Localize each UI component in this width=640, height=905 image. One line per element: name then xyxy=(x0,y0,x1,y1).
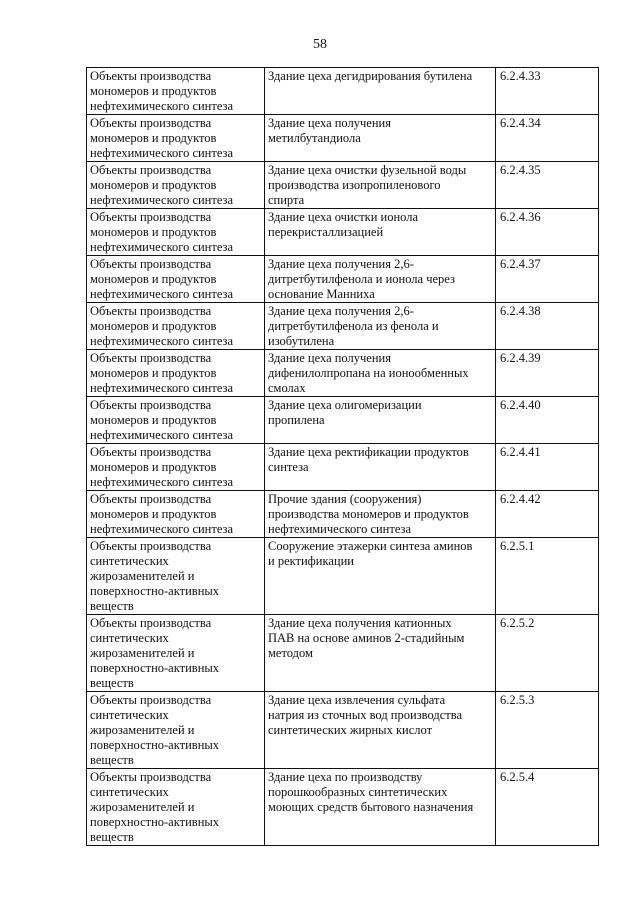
page-number: 58 xyxy=(313,37,327,52)
code-cell: 6.2.5.4 xyxy=(496,769,599,846)
object-type-cell: Объекты производства мономеров и продуктов нефтехимического синтеза xyxy=(87,162,265,209)
building-cell: Здание цеха ректификации продуктов синтеза xyxy=(265,444,496,491)
object-type-cell: Объекты производства мономеров и продуктов нефтехимического синтеза xyxy=(87,303,265,350)
building-cell: Здание цеха извлечения сульфата натрия из сточных вод производства синтетических жирных кислот xyxy=(265,692,496,769)
code-cell: 6.2.4.37 xyxy=(496,256,599,303)
table-row xyxy=(87,115,599,162)
building-cell: Здание цеха дегидрирования бутилена xyxy=(265,68,496,115)
table-row xyxy=(87,538,599,615)
object-type-cell: Объекты производства мономеров и продуктов нефтехимического синтеза xyxy=(87,491,265,538)
code-cell: 6.2.5.1 xyxy=(496,538,599,615)
building-cell: Здание цеха очистки ионола перекристаллизацией xyxy=(265,209,496,256)
table-row xyxy=(87,397,599,444)
object-type-cell: Объекты производства мономеров и продуктов нефтехимического синтеза xyxy=(87,397,265,444)
object-type-cell: Объекты производства мономеров и продуктов нефтехимического синтеза xyxy=(87,209,265,256)
table-row xyxy=(87,769,599,846)
code-cell: 6.2.4.35 xyxy=(496,162,599,209)
code-cell: 6.2.4.40 xyxy=(496,397,599,444)
building-cell: Здание цеха олигомеризации пропилена xyxy=(265,397,496,444)
table-row xyxy=(87,68,599,115)
code-cell: 6.2.5.2 xyxy=(496,615,599,692)
object-type-cell: Объекты производства синтетических жирозаменителей и поверхностно-активных веществ xyxy=(87,769,265,846)
code-cell: 6.2.4.36 xyxy=(496,209,599,256)
code-cell: 6.2.4.39 xyxy=(496,350,599,397)
code-cell: 6.2.4.34 xyxy=(496,115,599,162)
classification-table xyxy=(86,67,599,846)
object-type-cell: Объекты производства синтетических жирозаменителей и поверхностно-активных веществ xyxy=(87,615,265,692)
building-cell: Здание цеха по производству порошкообразных синтетических моющих средств бытового назначения xyxy=(265,769,496,846)
code-cell: 6.2.5.3 xyxy=(496,692,599,769)
object-type-cell: Объекты производства мономеров и продуктов нефтехимического синтеза xyxy=(87,444,265,491)
object-type-cell: Объекты производства мономеров и продуктов нефтехимического синтеза xyxy=(87,68,265,115)
table-row xyxy=(87,692,599,769)
table-row xyxy=(87,256,599,303)
code-cell: 6.2.4.41 xyxy=(496,444,599,491)
object-type-cell: Объекты производства мономеров и продуктов нефтехимического синтеза xyxy=(87,256,265,303)
building-cell: Здание цеха получения катионных ПАВ на основе аминов 2-стадийным методом xyxy=(265,615,496,692)
table-row xyxy=(87,209,599,256)
building-cell: Здание цеха получения метилбутандиола xyxy=(265,115,496,162)
object-type-cell: Объекты производства синтетических жирозаменителей и поверхностно-активных веществ xyxy=(87,538,265,615)
code-cell: 6.2.4.42 xyxy=(496,491,599,538)
table-row xyxy=(87,444,599,491)
building-cell: Прочие здания (сооружения) производства мономеров и продуктов нефтехимического синтеза xyxy=(265,491,496,538)
building-cell: Здание цеха получения 2,6- дитретбутилфенола из фенола и изобутилена xyxy=(265,303,496,350)
object-type-cell: Объекты производства мономеров и продуктов нефтехимического синтеза xyxy=(87,115,265,162)
table-row xyxy=(87,615,599,692)
table-row xyxy=(87,162,599,209)
code-cell: 6.2.4.33 xyxy=(496,68,599,115)
table-row xyxy=(87,303,599,350)
building-cell: Здание цеха очистки фузельной воды производства изопропиленового спирта xyxy=(265,162,496,209)
building-cell: Здание цеха получения 2,6- дитретбутилфенола и ионола через основание Манниха xyxy=(265,256,496,303)
building-cell: Сооружение этажерки синтеза аминов и ректификации xyxy=(265,538,496,615)
object-type-cell: Объекты производства мономеров и продуктов нефтехимического синтеза xyxy=(87,350,265,397)
code-cell: 6.2.4.38 xyxy=(496,303,599,350)
table-row xyxy=(87,491,599,538)
table-row xyxy=(87,350,599,397)
object-type-cell: Объекты производства синтетических жирозаменителей и поверхностно-активных веществ xyxy=(87,692,265,769)
building-cell: Здание цеха получения дифенилолпропана на ионообменных смолах xyxy=(265,350,496,397)
